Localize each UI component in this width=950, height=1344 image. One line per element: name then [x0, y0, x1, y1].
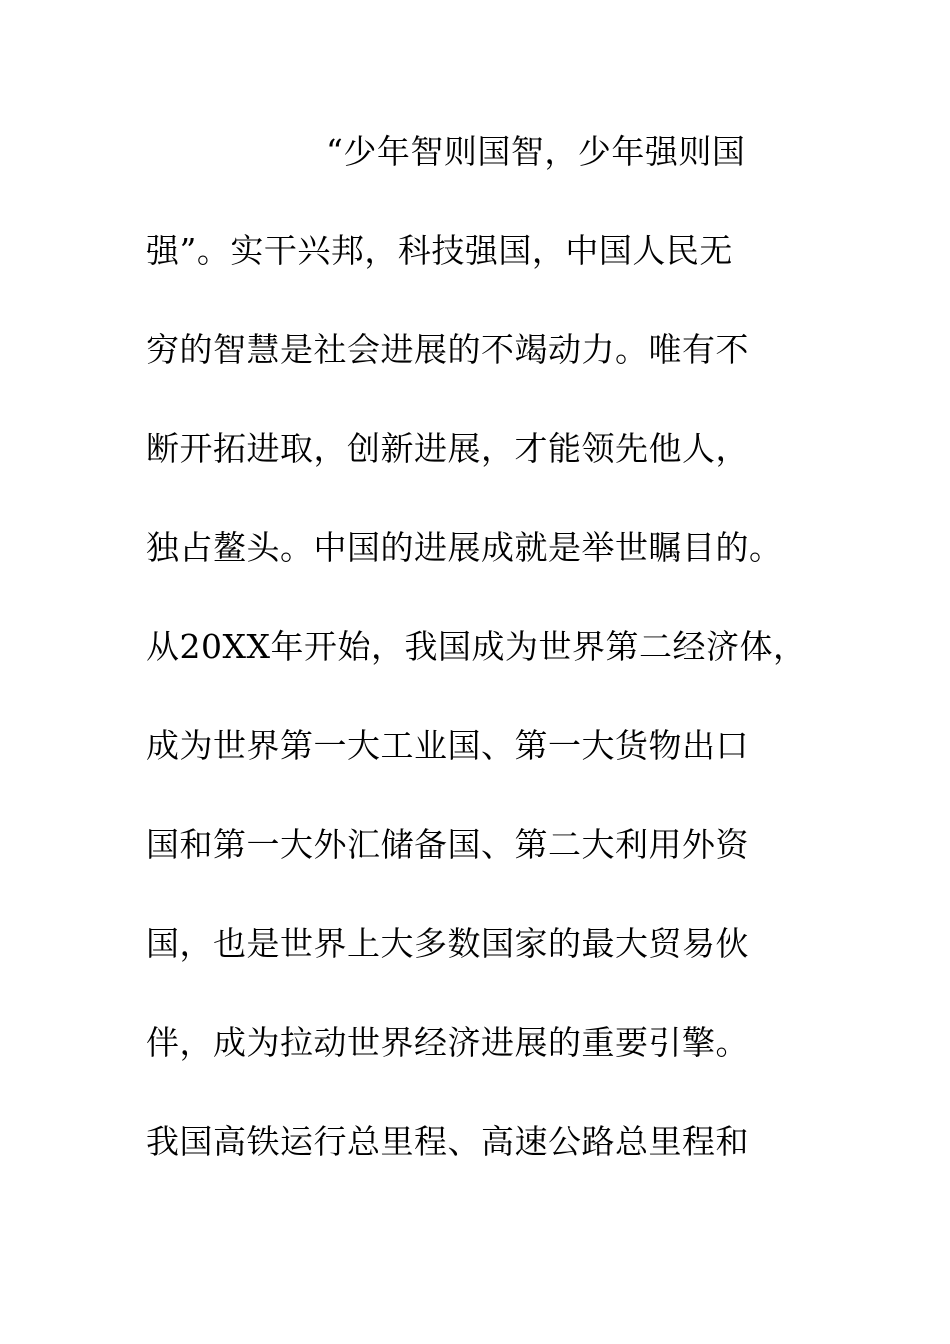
paragraph-line: 国，也是世界上大多数国家的最大贸易伙 [146, 924, 749, 963]
paragraph-line: “少年智则国智，少年强则国 [326, 132, 746, 171]
paragraph-line: 从20XX年开始，我国成为世界第二经济体， [146, 627, 807, 666]
paragraph-line: 成为世界第一大工业国、第一大货物出口 [146, 726, 749, 765]
paragraph-line: 我国高铁运行总里程、高速公路总里程和 [146, 1122, 749, 1161]
paragraph-line: 穷的智慧是社会进展的不竭动力。唯有不 [146, 330, 749, 369]
body-paragraph [146, 126, 846, 1215]
paragraph-line: 伴，成为拉动世界经济进展的重要引擎。 [146, 1023, 749, 1062]
paragraph-line: 断开拓进取，创新进展，才能领先他人， [146, 429, 749, 468]
paragraph-line: 国和第一大外汇储备国、第二大利用外资 [146, 825, 749, 864]
paragraph-line: 强”。实干兴邦，科技强国，中国人民无 [146, 231, 733, 270]
paragraph-line: 独占鳌头。中国的进展成就是举世瞩目的。 [146, 528, 783, 567]
